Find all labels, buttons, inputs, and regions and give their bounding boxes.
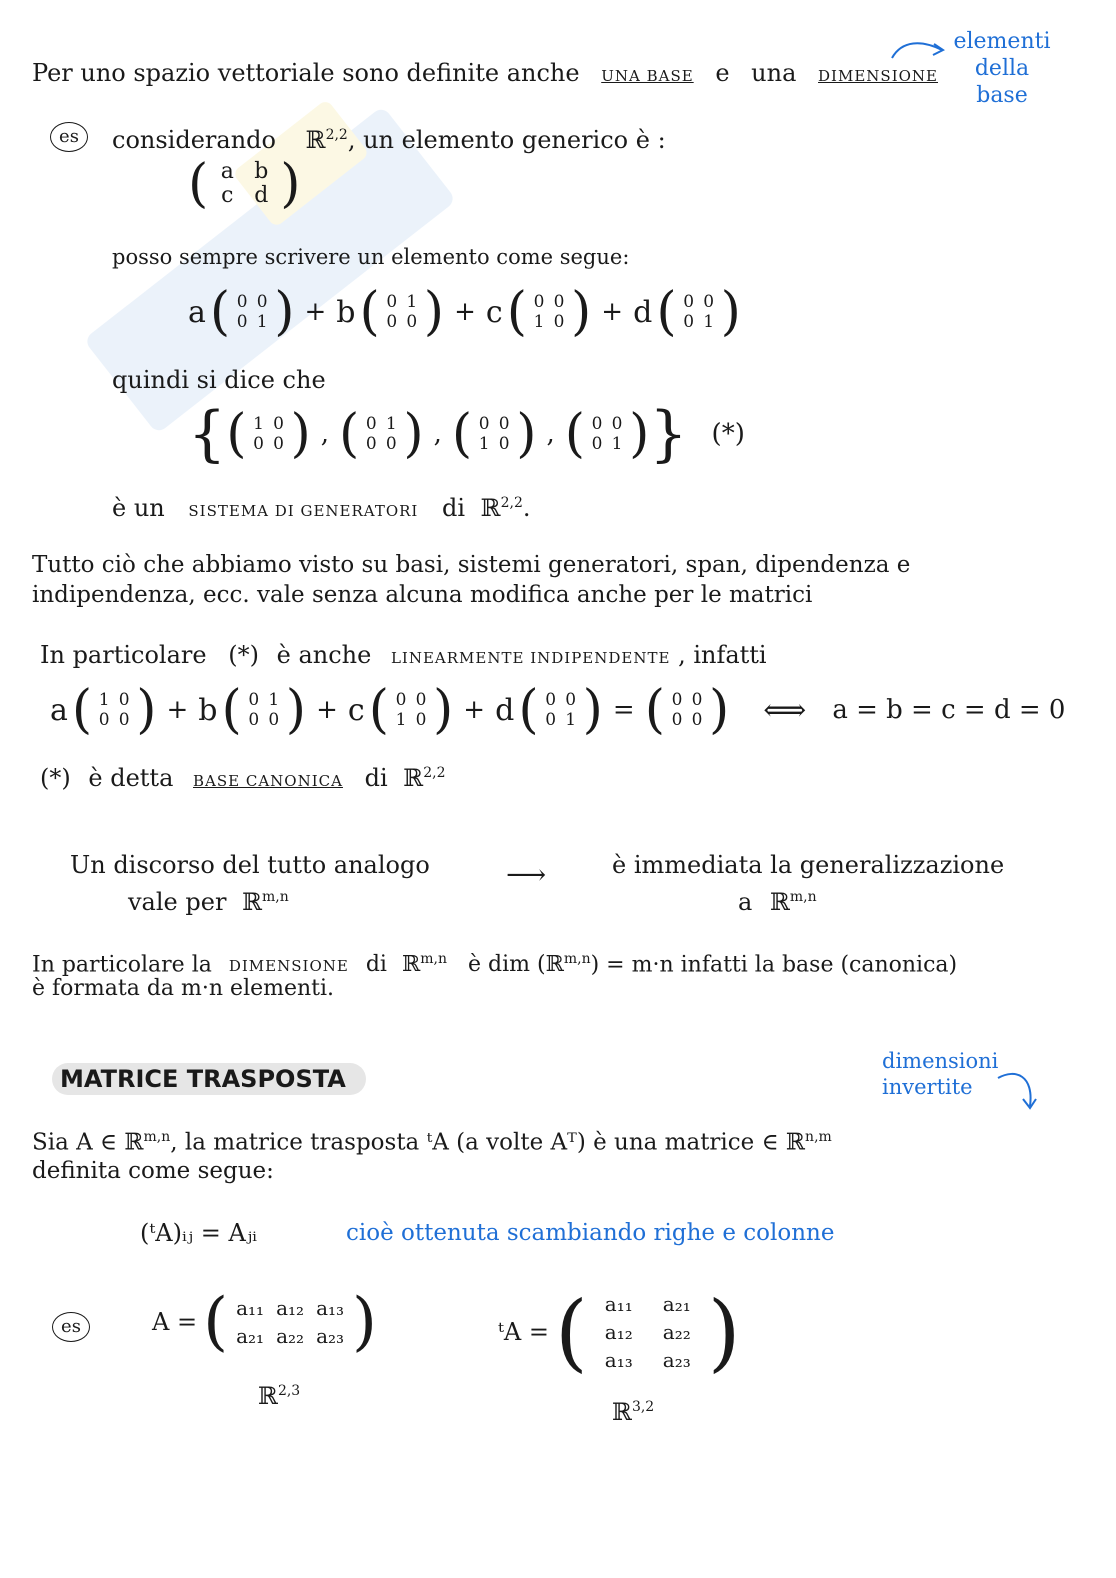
conjunction: e — [715, 59, 730, 87]
es-badge-2: es — [52, 1312, 90, 1342]
matrix-tA: ᵗA = ( a₁₁ a₂₁ a₁₂ a₂₂ a₁₃ a₂₃ ) — [498, 1283, 741, 1381]
generalization-left-2: vale per ℝ$^{m,n}$ — [128, 888, 289, 916]
es1-line: considerando ℝ$^{2,2}$, un elemento generico è : — [112, 126, 666, 154]
canonical-line: (*) è detta BASE CANONICA di ℝ$^{2,2}$ — [40, 764, 446, 792]
dimensione-term: DIMENSIONE — [818, 67, 938, 85]
sistema-line: è un SISTEMA DI GENERATORI di ℝ$^{2,2}$. — [112, 494, 531, 522]
linear-combination: a ( 0 0 0 1 ) + b ( 0 1 0 0 ) + c ( 0 0 1 0 ) + d ( 0 0 0 1 ) — [188, 282, 741, 342]
transpose-formula: (ᵗA)ᵢⱼ = Aⱼᵢ — [140, 1219, 258, 1247]
intro-line — [32, 58, 938, 91]
generator-set: { ( 1 0 0 0 ) , ( 0 1 0 0 ) , ( 0 0 1 0 ) , ( 0 0 0 1 ) } (*) — [188, 399, 745, 469]
transpose-def-line-2: definita come segue: — [32, 1158, 274, 1184]
paragraph: Tutto ciò che abbiamo visto su basi, sistemi generatori, span, dipendenza e indipendenza, ecc. vale senza alcuna modifica anche per le matrici — [32, 552, 911, 608]
una-base-term: UNA BASE — [601, 67, 694, 85]
generalization-left-1: Un discorso del tutto analogo — [70, 851, 430, 879]
intro-text: Per uno spazio vettoriale sono definite anche — [32, 59, 580, 87]
arrow-icon: ⟶ — [506, 858, 547, 891]
tA-space: ℝ$^{3,2}$ — [612, 1398, 655, 1426]
dimensioni-note: dimensioni invertite — [882, 1049, 999, 1099]
generic-matrix: ( a b c d ) — [188, 154, 301, 214]
independence-line: In particolare (*) è anche LINEARMENTE INDIPENDENTE , infatti — [40, 641, 767, 669]
section-title: MATRICE TRASPOSTA — [52, 1063, 366, 1095]
quindi-line: quindi si dice che — [112, 366, 326, 394]
dimension-line: In particolare la DIMENSIONE di ℝ$^{m,n}$ è dim (ℝ$^{m,n}$) = m·n infatti la base (canonica) — [32, 951, 958, 978]
article: una — [751, 59, 797, 87]
transpose-formula-note: cioè ottenuta scambiando righe e colonne — [346, 1220, 835, 1246]
generalization-right-1: è immediata la generalizzazione — [612, 851, 1005, 879]
matrix-A: A = ( a₁₁ a₁₂ a₁₃ a₂₁ a₂₂ a₂₃ ) — [152, 1285, 378, 1359]
generalization-right-2: a ℝ$^{m,n}$ — [738, 888, 817, 916]
elementi-note: elementi della base — [953, 29, 1051, 108]
transpose-def-line: Sia A ∈ ℝ$^{m,n}$, la matrice trasposta ᵗA (a volte Aᵀ) è una matrice ∈ ℝ$^{n,m}$ — [32, 1129, 832, 1156]
dimension-line-2: è formata da m·n elementi. — [32, 976, 335, 1001]
A-space: ℝ$^{2,3}$ — [258, 1382, 301, 1410]
es-badge: es — [50, 122, 88, 152]
independence-equation: a ( 1 0 0 0 ) + b ( 0 1 0 0 ) + c ( 0 0 1 0 ) + d ( 0 0 0 1 ) = ( 0 0 0 0 ) ⟺ a = b = c = d = 0 — [50, 680, 1066, 740]
curved-down-arrow-icon — [994, 1070, 1044, 1114]
write-line: posso sempre scrivere un elemento come segue: — [112, 245, 630, 269]
curved-arrow-icon — [888, 36, 948, 66]
